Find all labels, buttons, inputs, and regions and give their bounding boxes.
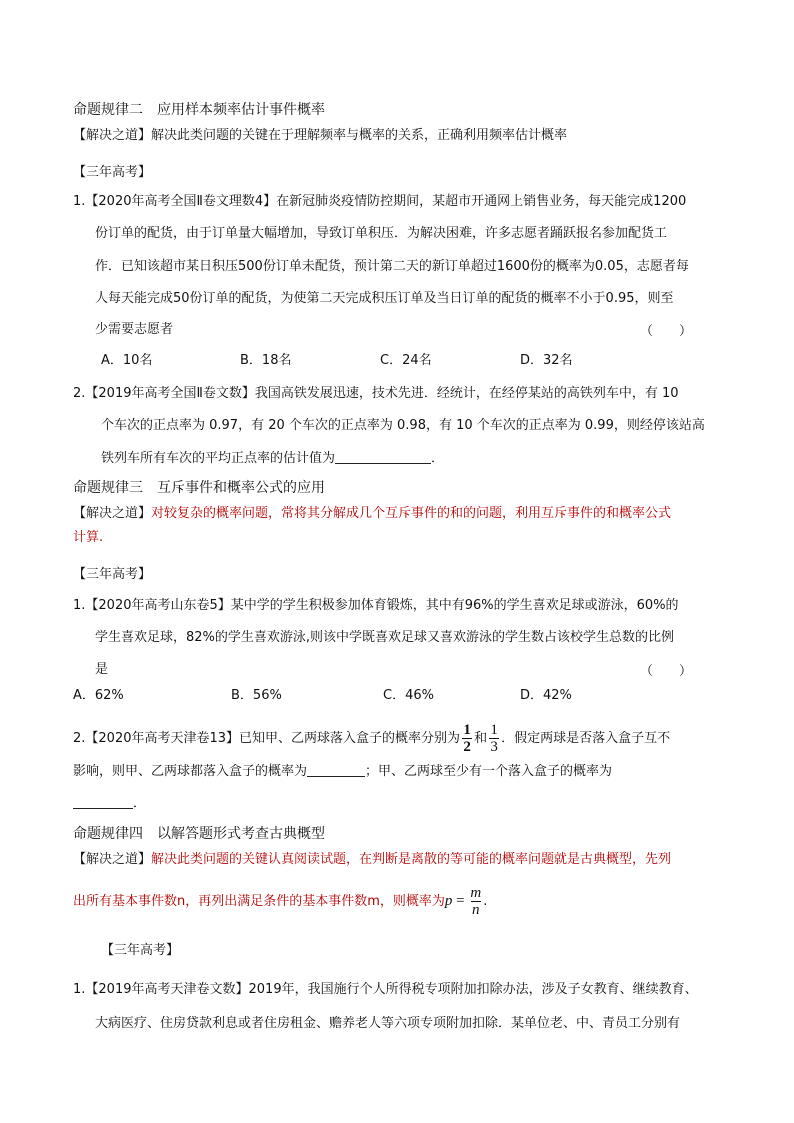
question-1-line-1 — [73, 192, 686, 212]
conjunction: 和 — [474, 731, 488, 746]
period: ． — [431, 451, 445, 466]
fraction-one-third: $\frac{1}{3}$ — [490, 722, 498, 755]
method-label: 【解决之道】 — [73, 852, 152, 867]
formula-p: p — [444, 893, 453, 909]
question-2-line-3 — [73, 794, 146, 814]
option-c: C．24名 — [380, 353, 432, 368]
question-2-line-2: 个车次的正点率为 0.97，有 20 个车次的正点率为 0.98，有 10 个车次的正点率为 0.99，则经停该站高 — [101, 418, 705, 433]
three-year-label: 【三年高考】 — [73, 165, 152, 180]
question-source: 【2019年高考天津卷文数】 — [85, 982, 249, 997]
option-b: B．56% — [231, 688, 282, 703]
method-line-4b — [73, 884, 487, 919]
question-text: ；甲、乙两球至少有一个落入盒子的概率为 — [365, 764, 613, 779]
option-d: D．32名 — [520, 353, 573, 368]
question-1-line-2: 学生喜欢足球，82%的学生喜欢游泳,则该中学既喜欢足球又喜欢游泳的学生数占该校学生总数的比例 — [95, 630, 675, 645]
question-1-line-2: 大病医疗、住房贷款利息或者住房租金、赡养老人等六项专项附加扣除．某单位老、中、青员工分别有 — [95, 1016, 681, 1031]
method-line-4a — [73, 850, 671, 870]
method-line-2 — [73, 126, 567, 146]
fraction-one-half: $\frac{1}{2}$ — [463, 722, 471, 755]
question-text: 已知甲、乙两球落入盒子的概率分别为 — [239, 731, 461, 746]
question-1-line-4: 人每天能完成50份订单的配货，为使第二天完成积压订单及当日订单的配货的概率不小于0.95，则至 — [95, 291, 674, 306]
question-number: 1. — [73, 598, 86, 613]
three-year-label: 【三年高考】 — [73, 567, 152, 582]
question-text: 2019年，我国施行个人所得税专项附加扣除办法，涉及子女教育、继续教育、 — [248, 982, 698, 997]
answer-blank-2[interactable] — [73, 794, 133, 809]
question-text: 某中学的学生积极参加体育锻炼，其中有96%的学生喜欢足球或游泳，60%的 — [230, 598, 679, 613]
question-number: 2. — [73, 731, 86, 746]
question-2-line-3 — [101, 449, 444, 469]
answer-blank[interactable] — [335, 449, 431, 464]
section-heading-4: 命题规律四 以解答题形式考查古典概型 — [73, 826, 325, 842]
question-number: 2. — [73, 386, 86, 401]
period: ． — [133, 796, 147, 811]
question-2-line-1 — [73, 722, 670, 756]
answer-parentheses: （ ） — [640, 664, 693, 679]
question-1-line-5: 少需要志愿者 — [95, 322, 174, 337]
method-label: 【解决之道】 — [73, 128, 152, 143]
method-line-3a — [73, 504, 671, 524]
question-source: 【2020年高考全国Ⅱ卷文理数4】 — [85, 194, 277, 209]
method-text: 出所有基本事件数n，再列出满足条件的基本事件数m，则概率为 — [73, 894, 445, 909]
method-line-3b: 计算. — [73, 530, 104, 545]
answer-blank-1[interactable] — [307, 762, 365, 777]
question-text: 影响，则甲、乙两球都落入盒子的概率为 — [73, 764, 308, 779]
option-a: A．10名 — [101, 353, 153, 368]
method-text: 解决此类问题的关键在于理解频率与概率的关系，正确利用频率估计概率 — [151, 128, 568, 143]
formula-equals: = — [452, 893, 469, 909]
three-year-label: 【三年高考】 — [101, 943, 180, 958]
question-1-line-3: 是 — [95, 662, 109, 677]
question-number: 1. — [73, 982, 86, 997]
question-1-line-1 — [73, 980, 698, 1000]
option-b: B．18名 — [240, 353, 292, 368]
option-a: A．62% — [73, 688, 124, 703]
question-text: 我国高铁发展迅速，技术先进．经统计，在经停某站的高铁列车中，有 10 — [254, 386, 679, 401]
question-source: 【2019年高考全国Ⅱ卷文数】 — [85, 386, 255, 401]
option-d: D．42% — [520, 688, 572, 703]
section-heading-2: 命题规律二 应用样本频率估计事件概率 — [73, 102, 325, 118]
answer-parentheses: （ ） — [640, 324, 693, 339]
question-number: 1. — [73, 194, 86, 209]
question-source: 【2020年高考天津卷13】 — [85, 731, 240, 746]
question-1-line-2: 份订单的配货，由于订单量大幅增加，导致订单积压．为解决困难，许多志愿者踊跃报名参加配货工 — [95, 226, 668, 241]
question-text: 在新冠肺炎疫情防控期间，某超市开通网上销售业务，每天能完成1200 — [276, 194, 687, 209]
method-label: 【解决之道】 — [73, 506, 152, 521]
question-1-line-3: 作．已知该超市某日积压500份订单未配货，预计第二天的新订单超过1600份的概率为0.05，志愿者每 — [95, 259, 689, 274]
formula-fraction: $\frac{m}{n}$ — [470, 885, 482, 918]
period: . — [483, 894, 488, 909]
question-2-line-1 — [73, 384, 679, 404]
option-c: C．46% — [383, 688, 434, 703]
section-heading-3: 命题规律三 互斥事件和概率公式的应用 — [73, 480, 325, 496]
question-text: 铁列车所有车次的平均正点率的估计值为 — [101, 451, 336, 466]
method-text: 解决此类问题的关键认真阅读试题，在判断是离散的等可能的概率问题就是古典概型，先列 — [151, 852, 672, 867]
method-text: 对较复杂的概率问题，常将其分解成几个互斥事件的和的问题，利用互斥事件的和概率公式 — [151, 506, 672, 521]
question-source: 【2020年高考山东卷5】 — [85, 598, 231, 613]
question-1-line-1 — [73, 596, 679, 616]
question-2-line-2 — [73, 762, 612, 782]
question-text: ．假定两球是否落入盒子互不 — [501, 731, 671, 746]
